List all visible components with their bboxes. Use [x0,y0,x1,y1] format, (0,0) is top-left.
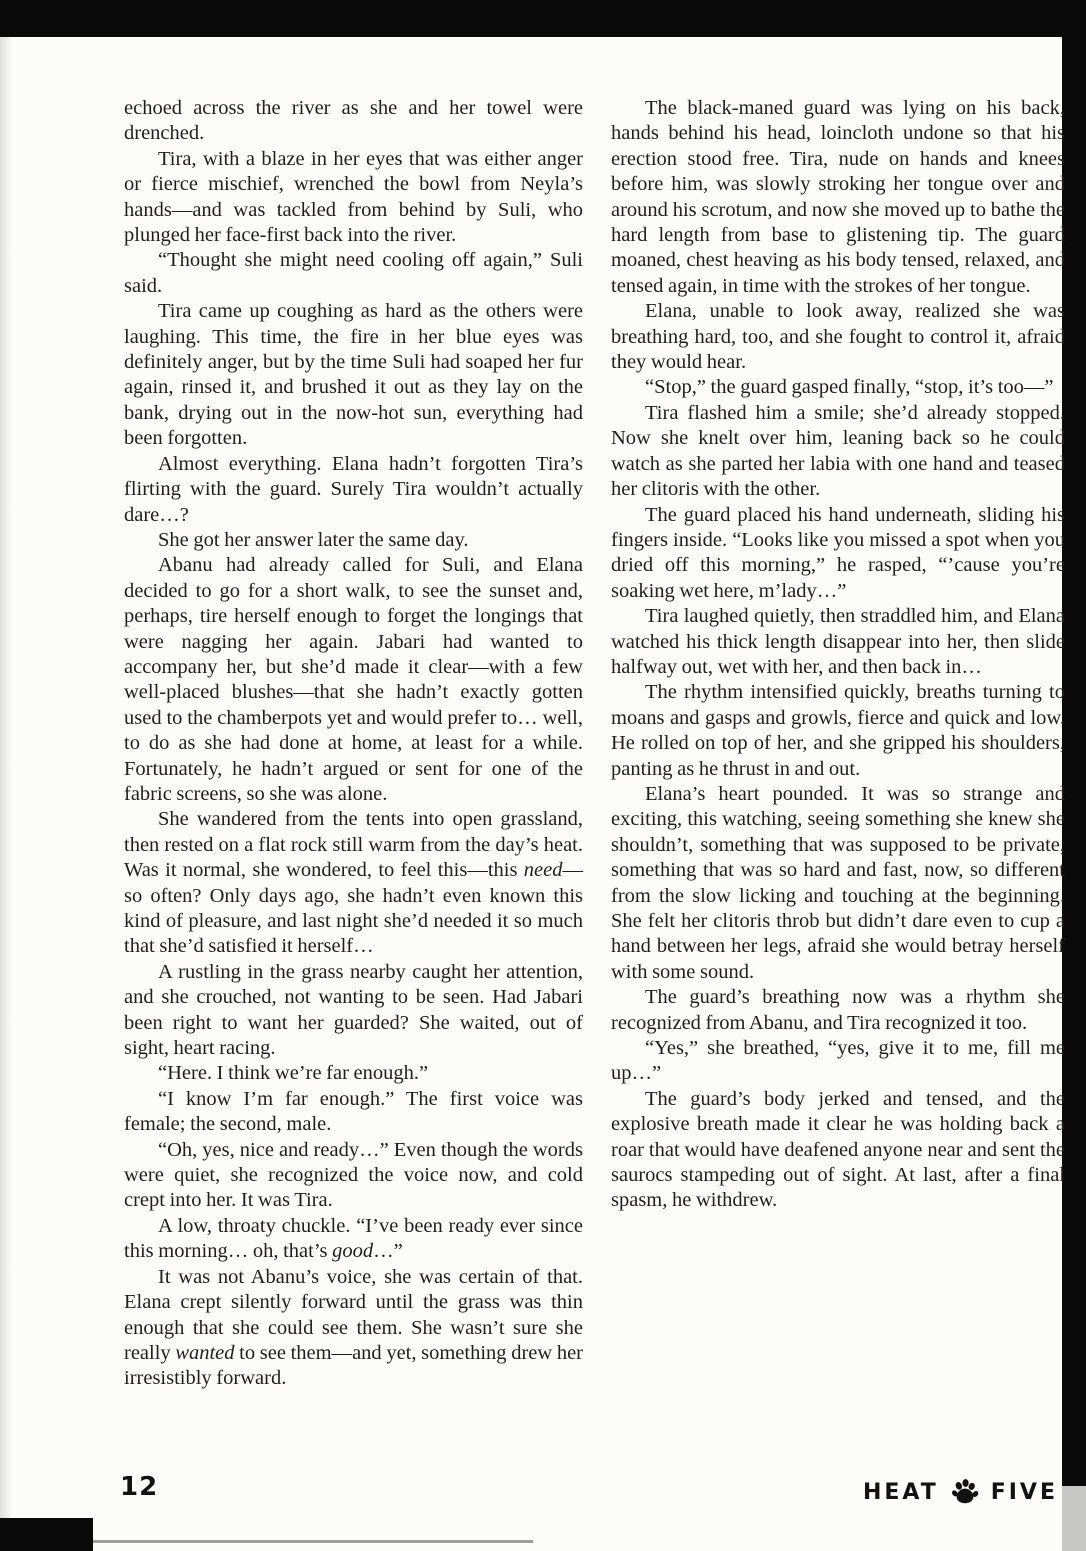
paragraph: Elana’s heart pounded. It was so strange and exciting, this watching, seeing something she knew she shouldn’t, something that was supposed to be private, something that was so hard and fast, now, so different from the slow licking and touching at the beginning. She felt her clitoris throb but didn’t dare even to cup a hand between her legs, afraid she would betray herself with some sound. [611,782,1065,983]
paragraph: Elana, unable to look away, realized she was breathing hard, too, and she fought to control it, afraid they would hear. [611,300,1065,374]
paragraph: Tira came up coughing as hard as the others were laughing. This time, the fire in her blue eyes was definitely anger, but by the time Suli had soaped her fur again, rinsed it, and brushed it out as they lay on the bank, drying out in the now-hot sun, everything had been forgotten. [124,300,583,450]
brand-heat-label: HEAT [862,1479,939,1505]
paragraph: Abanu had already called for Suli, and Elana decided to go for a short walk, to see the sunset and, perhaps, tire herself enough to forget the longings that were nagging her again. Jabari had wanted to accompany her, but she’d made it clear—with a few well-placed blushes—that she hadn’t exactly gotten used to the chamberpots yet and would prefer to… well, to do as she had done at home, at least for a while. Fortunately, he hadn’t argued or sent for one of the fabric screens, so she was alone. [124,554,583,805]
scan-artifact-right-tail [1062,1486,1086,1551]
paragraph: Tira, with a blaze in her eyes that was either anger or fierce mischief, wrenched the bowl from Neyla’s hands—and was tackled from behind by Suli, who plunged her face-first back into the river. [124,147,583,247]
text-column-left [124,96,583,1392]
paragraph: “Oh, yes, nice and ready…” Even though the words were quiet, she recognized the voice now, and cold crept into her. It was Tira. [124,1138,583,1212]
paragraph: A rustling in the grass nearby caught her attention, and she crouched, not wanting to be seen. Had Jabari been right to want her guarded? She waited, out of sight, heart racing. [124,960,583,1060]
brand-five-label: FIVE [990,1479,1058,1505]
paragraph: The guard’s body jerked and tensed, and the explosive breath made it clear he was holding back a roar that would have deafened anyone near and sent the saurocs stampeding out of sight. At last, after a final spasm, he withdrew. [611,1087,1065,1212]
paragraph: The rhythm intensified quickly, breaths turning to moans and gasps and growls, fierce and quick and low. He rolled on top of her, and she gripped his shoulders, panting as he thrust in and out. [611,681,1065,780]
scan-artifact-right-bar [1062,0,1086,1486]
scan-artifact-bottom-line [93,1540,533,1543]
paragraph: “Yes,” she breathed, “yes, give it to me, fill me up…” [611,1037,1065,1085]
scan-artifact-bottom-left-block [0,1518,93,1551]
paragraph: The guard placed his hand underneath, sliding his fingers inside. “Looks like you missed a spot when you dried off this morning,” he rasped, “’cause you’re soaking wet here, m’lady…” [611,503,1065,602]
paragraph: echoed across the river as she and her towel were drenched. [124,97,583,145]
paragraph: Tira laughed quietly, then straddled him, and Elana watched his thick length disappear into her, then slide halfway out, wet with her, and then back in… [611,605,1065,678]
text-column-right [611,96,1065,1214]
paragraph: The guard’s breathing now was a rhythm she recognized from Abanu, and Tira recognized it too. [611,986,1065,1034]
paragraph: “I know I’m far enough.” The first voice was female; the second, male. [124,1087,583,1136]
paragraph: “Thought she might need cooling off again,” Suli said. [124,249,583,297]
paragraph: Almost everything. Elana hadn’t forgotten Tira’s flirting with the guard. Surely Tira wouldn’t actually dare…? [124,452,583,526]
paw-icon [951,1478,979,1506]
paragraph: She got her answer later the same day. [158,528,469,551]
paragraph: “Here. I think we’re far enough.” [158,1062,429,1085]
paragraph: The black-maned guard was lying on his back, hands behind his head, loincloth undone so that his erection stood free. Tira, nude on hands and knees before him, was slowly stroking her tongue over and around his scrotum, and now she moved up to bathe the hard length from base to glistening tip. The guard moaned, chest heaving as his body tensed, relaxed, and tensed again, in time with the strokes of her tongue. [611,97,1065,297]
paragraph: A low, throaty chuckle. “I’ve been ready ever since this morning… oh, that’s good…” [124,1214,583,1263]
paragraph: Tira flashed him a smile; she’d already stopped. Now she knelt over him, leaning back so he could watch as she parted her labia with one hand and teased her clitoris with the other. [611,401,1065,501]
footer-brand [863,1478,1058,1506]
paragraph: She wandered from the tents into open grassland, then rested on a flat rock still warm from the day’s heat. Was it normal, she wondered, to feel this—this need—so often? Only days ago, she hadn’t even known this kind of pleasure, and last night she’d needed it so much that she’d satisfied it herself… [124,808,583,958]
scan-artifact-left-streak [0,37,12,1551]
scan-artifact-top-bar [0,0,1086,37]
paragraph: It was not Abanu’s voice, she was certain of that. Elana crept silently forward until the grass was thin enough that she could see them. She wasn’t sure she really wanted to see them—and yet, something drew her irresistibly forward. [124,1265,583,1390]
page-number: 12 [120,1472,159,1502]
paragraph: “Stop,” the guard gasped finally, “stop, it’s too—” [645,376,1054,399]
